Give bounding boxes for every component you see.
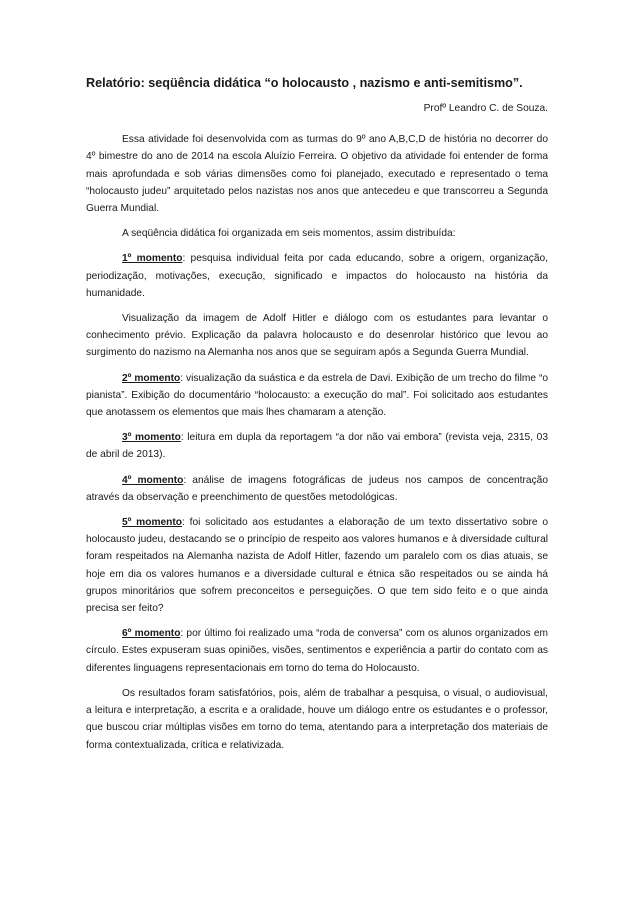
moment-1b-paragraph [86, 310, 548, 362]
intro-paragraph: Essa atividade foi desenvolvida com as turmas do 9º ano A,B,C,D de história no decorrer do 4º bimestre do ano de 2014 na escola Aluízio Ferreira. O objetivo da atividade foi entender de forma mais aprofundada e sob várias dimensões como foi planejado, executado e representado o tema “holocausto judeu” arquitetado pelos nazistas nos anos que antecedeu e que transcorreu a Segunda Guerra Mundial. [86, 134, 548, 215]
moment-4-text: : análise de imagens fotográficas de judeus nos campos de concentração através da observação e preenchimento de questões metodológicas. [86, 474, 548, 503]
moment-2-paragraph [86, 370, 548, 422]
moment-6-text: : por último foi realizado uma “roda de conversa” com os alunos organizados em círculo. Estes expuseram suas opiniões, visões, sentimentos e experiência a partir do contato com as diferentes linguagens representacionais em torno do tema do Holocausto. [86, 628, 548, 674]
moment-1-paragraph [86, 250, 548, 302]
conclusion-paragraph: Os resultados foram satisfatórios, pois, além de trabalhar a pesquisa, o visual, o audiovisual, a leitura e interpretação, a escrita e a oralidade, houve um diálogo entre os estudantes e o professor, que buscou criar múltiplas visões em torno do tema, atentando para a interpretação dos materiais de forma contextualizada, crítica e relativizada. [86, 687, 548, 751]
moment-5-text: : foi solicitado aos estudantes a elaboração de um texto dissertativo sobre o holocausto judeu, destacando se o princípio de respeito aos valores humanos e à diversidade cultural foram respeitados na Alemanha nazista de Adolf Hitler, fazendo um paralelo com os dias atuais, se hoje em dia os valores humanos e a diversidade cultural e étnica são respeitados ou se ainda há grupos minoritários que sofrem preconceitos e perseguições. O que tem sido feito e o que ainda precisa ser feito? [86, 517, 548, 615]
moment-3-text: : leitura em dupla da reportagem “a dor não vai embora” (revista veja, 2315, 03 de abril de 2013). [86, 432, 548, 461]
moment-3-paragraph [86, 429, 548, 463]
moment-4-label: 4º momento [122, 474, 184, 486]
organization-paragraph: A seqüência didática foi organizada em seis momentos, assim distribuída: [122, 228, 456, 240]
moment-5-paragraph [86, 514, 548, 617]
document-page [86, 75, 548, 762]
moment-1-text: : pesquisa individual feita por cada educando, sobre a origem, organização, periodização, motivações, execução, significado e impactos do holocausto na história da humanidade. [86, 253, 548, 299]
moment-1-label: 1º momento [122, 253, 183, 265]
author-line: Profº Leandro C. de Souza. [423, 103, 548, 114]
moment-3-label: 3º momento [122, 432, 181, 444]
moment-4-paragraph [86, 472, 548, 506]
moment-6-label: 6º momento [122, 628, 181, 640]
document-title: Relatório: seqüência didática “o holocausto , nazismo e anti-semitismo”. [86, 76, 523, 90]
moment-2-label: 2º momento [122, 372, 181, 384]
moment-2-text: : visualização da suástica e da estrela de Davi. Exibição de um trecho do filme “o pianista”. Exibição do documentário “holocausto: a execução do mal”. Foi solicitado aos estudantes que anotassem os elementos que mais lhes chamaram a atenção. [86, 372, 549, 419]
moment-1b-text: Visualização da imagem de Adolf Hitler e diálogo com os estudantes para levantar o conhecimento prévio. Explicação da palavra holocausto e do desenrolar histórico que levou ao surgimento do nazismo na Alemanha nos anos que se seguiram após a Segunda Guerra Mundial. [86, 313, 548, 359]
moment-5-label: 5º momento [122, 517, 183, 529]
moment-6-paragraph [86, 625, 548, 677]
